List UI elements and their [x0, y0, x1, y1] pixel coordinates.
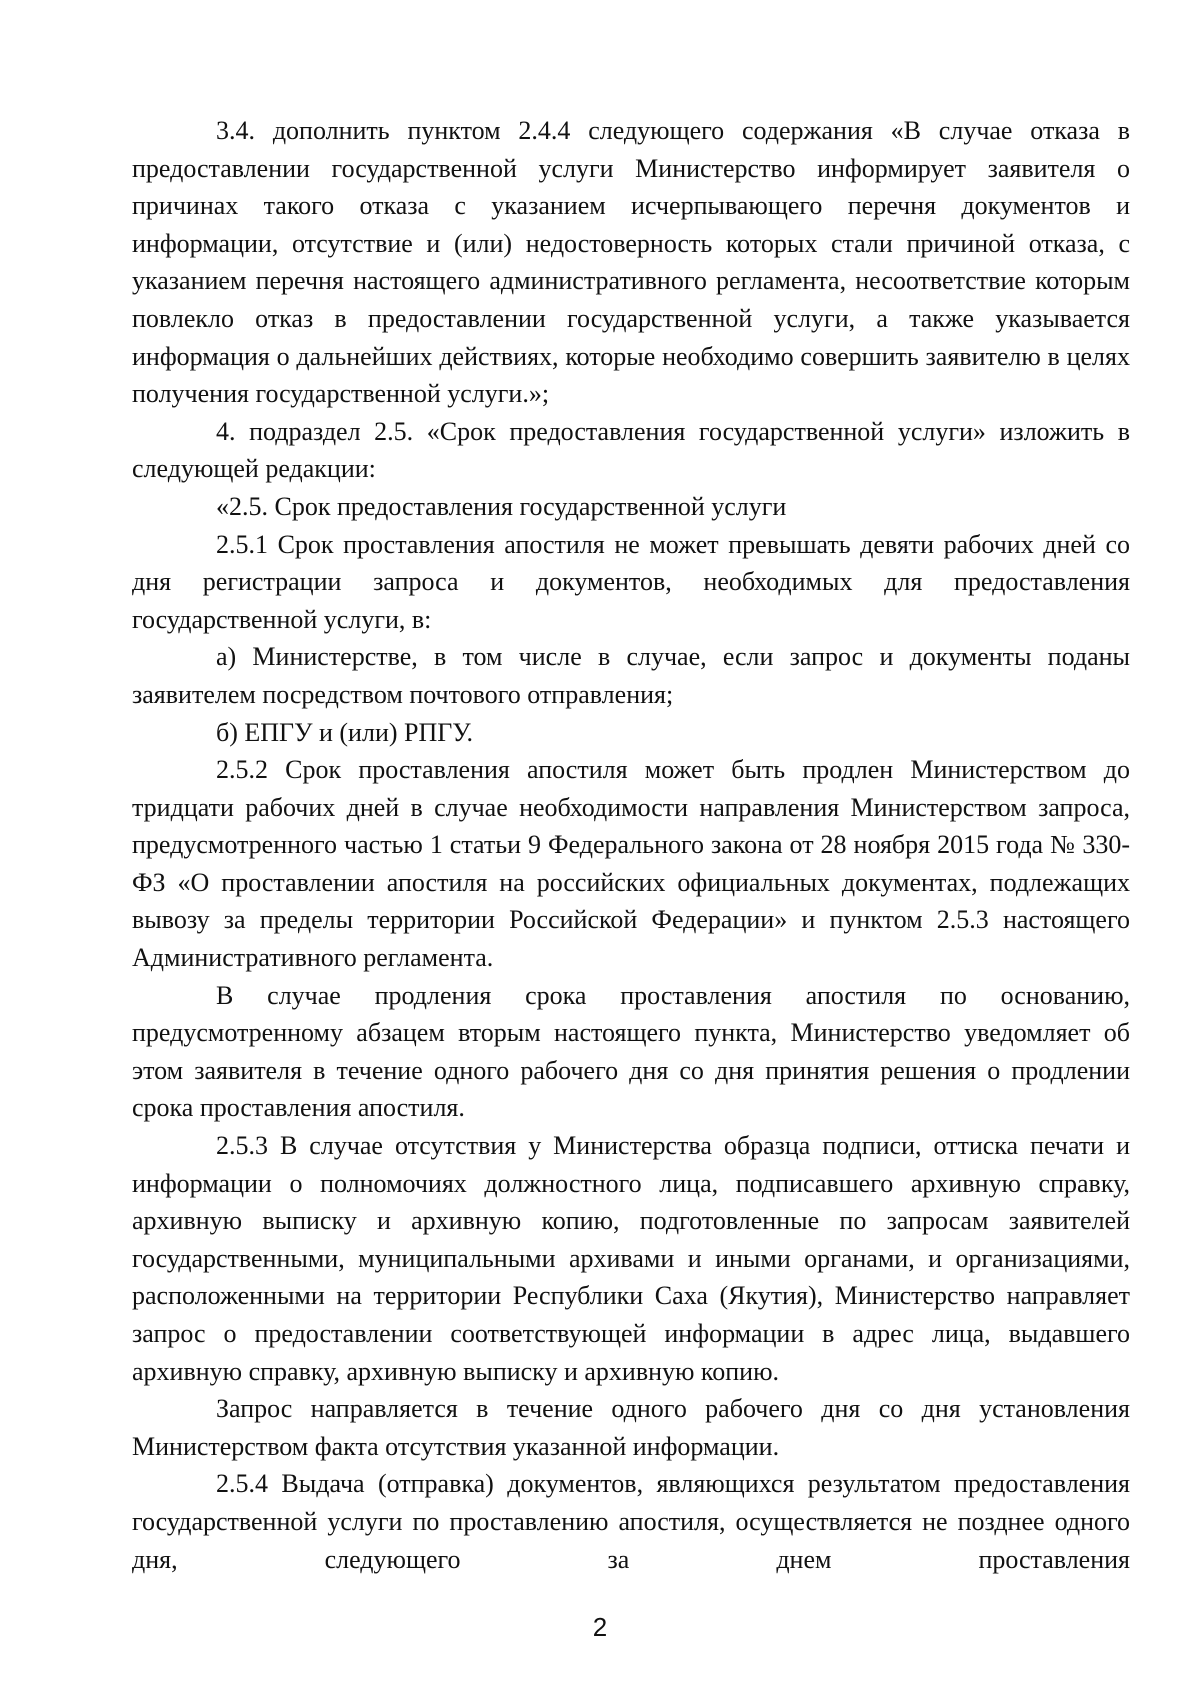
paragraph-2-5-2: 2.5.2 Срок проставления апостиля может быть продлен Министерством до тридцати рабочих дней в случае необходимости направления Министерством запроса, предусмотренного частью 1 статьи 9 Федерального закона от 28 ноября 2015 года № 330-ФЗ «О проставлении апостиля на российских официальных документах, подлежащих вывозу за пределы территории Российской Федерации» и пунктом 2.5.3 настоящего Административного регламента.	[132, 755, 1130, 973]
paragraph-2-5-3: 2.5.3 В случае отсутствия у Министерства образца подписи, оттиска печати и информации о полномочиях должностного лица, подписавшего архивную справку, архивную выписку и архивную копию, подготовленные по запросам заявителей государственными, муниципальными архивами и иными органами, и организациями, расположенными на территории Республики Саха (Якутия), Министерство направляет запрос о предоставлении соответствующей информации в адрес лица, выдавшего архивную справку, архивную выписку и архивную копию.	[132, 1131, 1130, 1386]
paragraph-2-5-1-a: а) Министерстве, в том числе в случае, если запрос и документы поданы заявителем посредством почтового отправления;	[132, 642, 1130, 709]
paragraph-2-5-3-request: Запрос направляется в течение одного рабочего дня со дня установления Министерством факта отсутствия указанной информации.	[132, 1394, 1130, 1461]
paragraph-2-5-1-b: б) ЕПГУ и (или) РПГУ.	[216, 717, 473, 747]
paragraph-2-5-heading: «2.5. Срок предоставления государственной услуги	[216, 491, 787, 521]
paragraph-2-5-2-extension: В случае продления срока проставления апостиля по основанию, предусмотренному абзацем вторым настоящего пункта, Министерство уведомляет об этом заявителя в течение одного рабочего дня со дня принятия решения о продлении срока проставления апостиля.	[132, 980, 1130, 1123]
page-number: 2	[592, 1612, 608, 1642]
document-body	[132, 112, 1130, 1578]
paragraph-4: 4. подраздел 2.5. «Срок предоставления государственной услуги» изложить в следующей редакции:	[132, 416, 1130, 484]
paragraph-2-5-1: 2.5.1 Срок проставления апостиля не может превышать девяти рабочих дней со дня регистрации запроса и документов, необходимых для предоставления государственной услуги, в:	[132, 529, 1130, 634]
paragraph-3-4: 3.4. дополнить пунктом 2.4.4 следующего содержания «В случае отказа в предоставлении государственной услуги Министерство информирует заявителя о причинах такого отказа с указанием исчерпывающего перечня документов и информации, отсутствие и (или) недостоверность которых стали причиной отказа, с указанием перечня настоящего административного регламента, несоответствие которым повлекло отказ в предоставлении государственной услуги, а также указывается информация о дальнейших действиях, которые необходимо совершить заявителю в целях получения государственной услуги.»;	[132, 116, 1130, 409]
paragraph-2-5-4: 2.5.4 Выдача (отправка) документов, являющихся результатом предоставления государственной услуги по проставлению апостиля, осуществляется не позднее одного дня, следующего за днем проставления	[132, 1469, 1130, 1574]
